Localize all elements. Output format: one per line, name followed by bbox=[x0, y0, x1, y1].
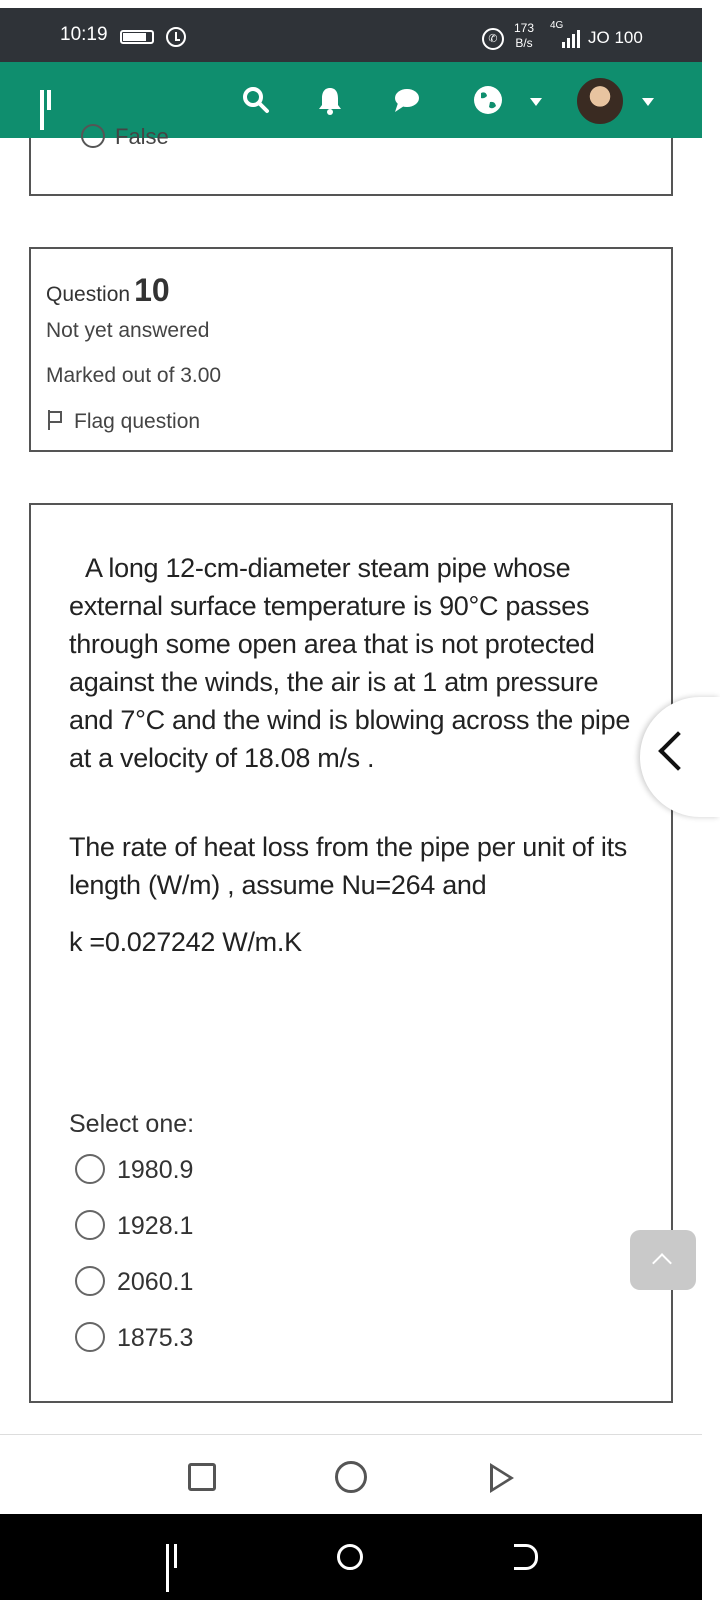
avatar[interactable] bbox=[575, 76, 625, 126]
option-label: 1928.1 bbox=[117, 1212, 194, 1240]
back-icon[interactable] bbox=[514, 1544, 538, 1570]
play-icon[interactable] bbox=[490, 1463, 514, 1493]
data-speed-value: 173 bbox=[514, 21, 535, 35]
question-info-card bbox=[29, 247, 673, 452]
system-home-icon[interactable] bbox=[337, 1544, 363, 1570]
data-speed-unit: B/s bbox=[515, 36, 533, 50]
browser-nav-bar bbox=[0, 1434, 702, 1514]
radio-button[interactable] bbox=[75, 1266, 105, 1296]
radio-button[interactable] bbox=[75, 1322, 105, 1352]
radio-button[interactable] bbox=[75, 1154, 105, 1184]
question-label bbox=[46, 272, 170, 309]
option-label: False bbox=[115, 124, 169, 149]
chevron-left-icon bbox=[658, 731, 698, 771]
chevron-down-icon[interactable] bbox=[642, 98, 654, 106]
chevron-up-icon bbox=[652, 1253, 672, 1273]
menu-icon[interactable] bbox=[40, 90, 58, 110]
flag-question-link[interactable] bbox=[46, 410, 200, 434]
bell-icon[interactable] bbox=[314, 84, 346, 116]
radio-button[interactable] bbox=[75, 1210, 105, 1240]
globe-icon[interactable] bbox=[472, 84, 504, 116]
previous-question-card bbox=[29, 124, 673, 196]
question-card bbox=[29, 503, 673, 1403]
network-type: 4G bbox=[550, 20, 564, 31]
question-label-text: Question bbox=[46, 283, 131, 306]
radio-button[interactable] bbox=[81, 124, 105, 148]
flag-label: Flag question bbox=[74, 410, 201, 433]
flag-icon bbox=[46, 410, 64, 430]
question-status: Not yet answered bbox=[46, 319, 210, 342]
tabs-icon[interactable] bbox=[188, 1463, 216, 1491]
alarm-icon bbox=[166, 27, 186, 47]
question-body: A long 12-cm-diameter steam pipe whose external surface temperature is 90°C passes through some open area that is not protected against the winds, the air is at 1 atm pressure and 7°C and the wind is blowing across the pipe at a velocity of 18.08 m/s . bbox=[69, 553, 631, 773]
scroll-to-top-button[interactable] bbox=[630, 1230, 696, 1290]
home-icon[interactable] bbox=[335, 1461, 367, 1493]
question-ask: The rate of heat loss from the pipe per unit of its length (W/m) , assume Nu=264 and bbox=[69, 832, 628, 900]
system-nav-bar bbox=[0, 1514, 702, 1600]
data-speed bbox=[514, 21, 534, 51]
whatsapp-icon: ✆ bbox=[482, 28, 504, 50]
signal-icon bbox=[562, 30, 584, 48]
question-number: 10 bbox=[134, 272, 170, 308]
option-label: 1980.9 bbox=[117, 1156, 194, 1184]
carrier: JO 100 bbox=[588, 28, 643, 47]
app-header bbox=[0, 62, 702, 138]
question-marks: Marked out of 3.00 bbox=[46, 364, 222, 387]
chat-icon[interactable] bbox=[390, 84, 422, 116]
question-given: k =0.027242 W/m.K bbox=[69, 927, 302, 957]
option-label: 1875.3 bbox=[117, 1324, 194, 1352]
status-bar bbox=[0, 0, 702, 62]
select-one-label: Select one: bbox=[69, 1110, 195, 1138]
question-text bbox=[69, 549, 639, 777]
option-label: 2060.1 bbox=[117, 1268, 194, 1296]
status-time: 10:19 bbox=[60, 24, 108, 45]
chevron-down-icon[interactable] bbox=[530, 98, 542, 106]
recent-apps-icon[interactable] bbox=[166, 1544, 188, 1570]
battery-icon bbox=[120, 30, 154, 44]
search-icon[interactable] bbox=[240, 84, 272, 116]
